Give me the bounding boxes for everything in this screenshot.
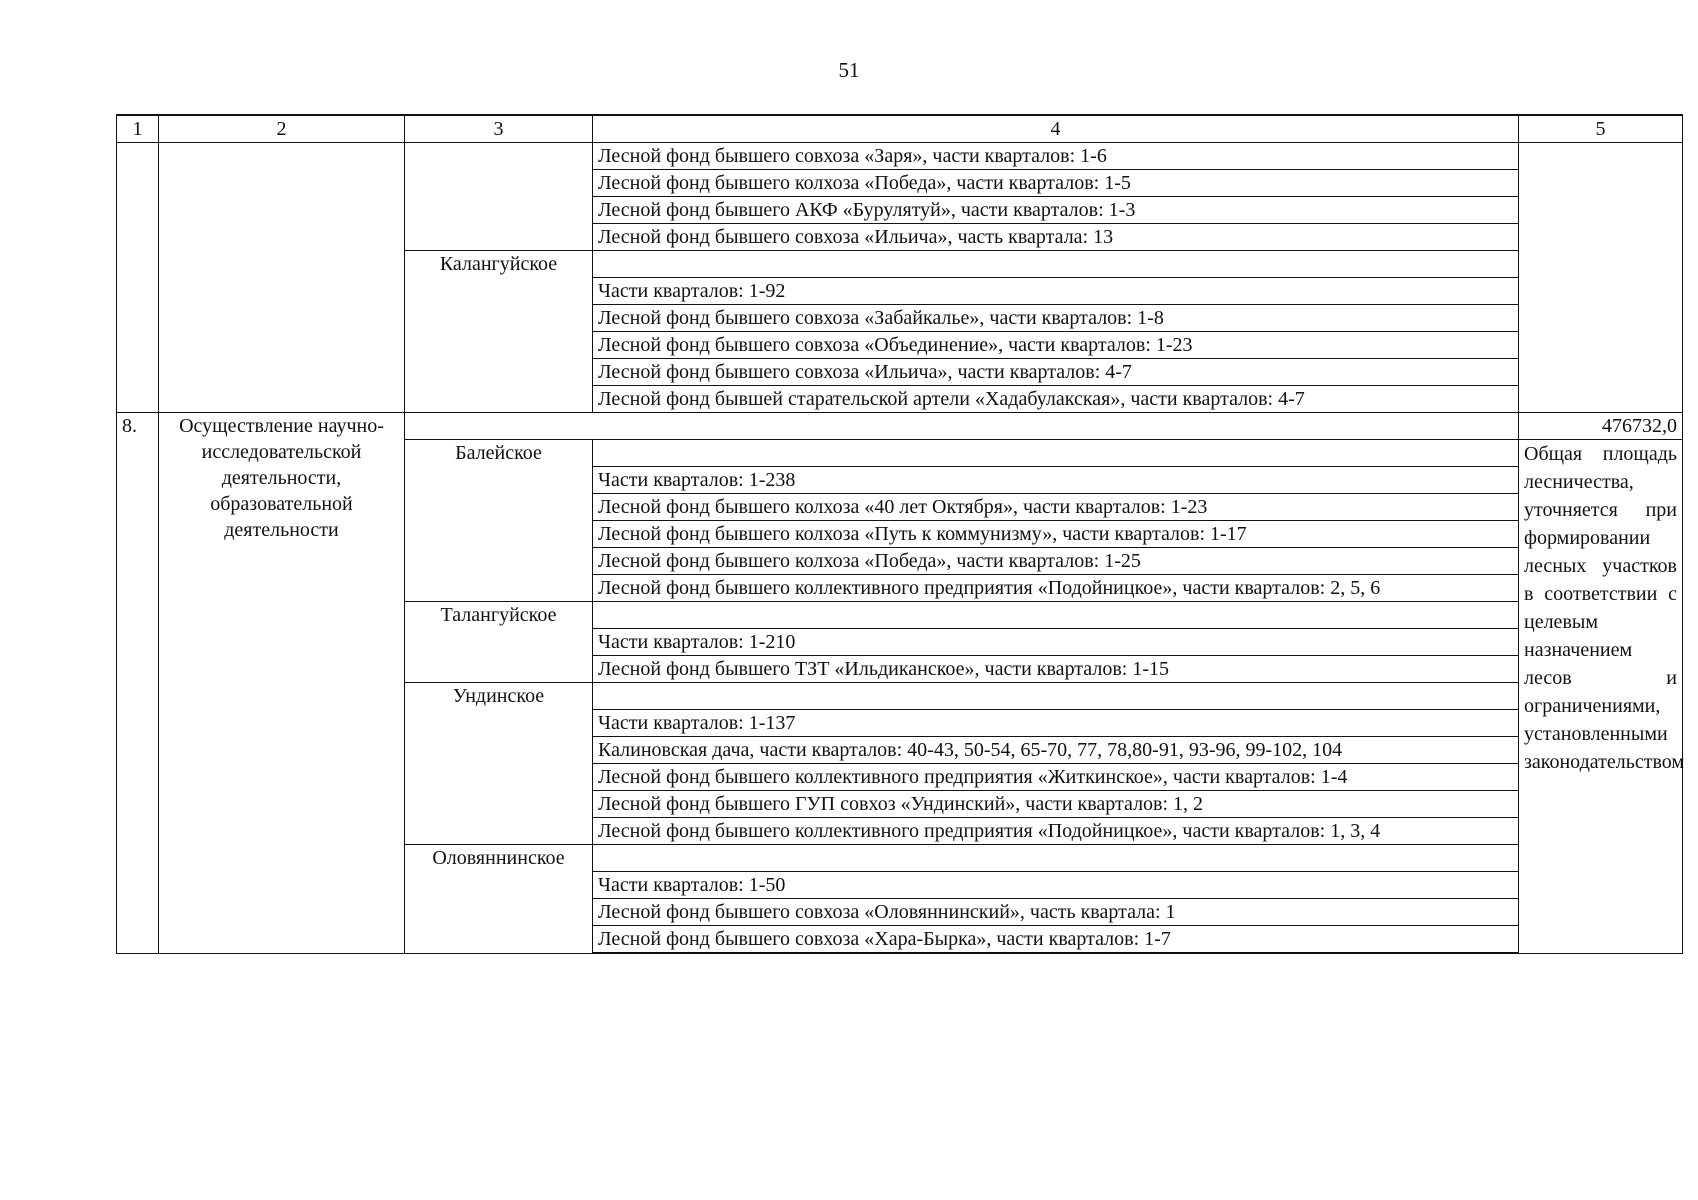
activity-name: Осуществление научно-исследовательской деятельности, образовательной деятельности <box>159 413 405 954</box>
table-cell: Лесной фонд бывшего совхоза «Ильича», части кварталов: 4-7 <box>593 359 1519 386</box>
cont-col-5 <box>1519 143 1683 413</box>
table-cell: Части кварталов: 1-137 <box>593 710 1519 737</box>
table-cell <box>593 683 1519 710</box>
subdivision-name: Талангуйское <box>405 602 593 683</box>
table-cell: Лесной фонд бывшего совхоза «Объединение», части кварталов: 1-23 <box>593 332 1519 359</box>
subdivision-name: Оловяннинское <box>405 845 593 954</box>
table-cell: Лесной фонд бывшего коллективного предприятия «Подойницкое», части кварталов: 2, 5, 6 <box>593 575 1519 602</box>
table-cell: Лесной фонд бывшего совхоза «Хара-Бырка», части кварталов: 1-7 <box>593 926 1519 954</box>
table-cell: Лесной фонд бывшего совхоза «Забайкалье», части кварталов: 1-8 <box>593 305 1519 332</box>
table-cell: Лесной фонд бывшего АКФ «Бурулятуй», части кварталов: 1-3 <box>593 197 1519 224</box>
subdivision-name: Балейское <box>405 440 593 602</box>
section-empty-cell <box>405 413 1519 440</box>
table-cell: Лесной фонд бывшего коллективного предприятия «Житкинское», части кварталов: 1-4 <box>593 764 1519 791</box>
header-col-2: 2 <box>159 115 405 143</box>
header-col-1: 1 <box>117 115 159 143</box>
table-cell: Части кварталов: 1-238 <box>593 467 1519 494</box>
cont-col-3 <box>405 143 593 251</box>
page-number: 51 <box>838 58 860 82</box>
cont-col-1 <box>117 143 159 413</box>
table-cell: Лесной фонд бывшей старательской артели «Хадабулакская», части кварталов: 4-7 <box>593 386 1519 413</box>
table-cell <box>593 440 1519 467</box>
header-col-4: 4 <box>593 115 1519 143</box>
table-cell: Лесной фонд бывшего коллективного предприятия «Подойницкое», части кварталов: 1, 3, 4 <box>593 818 1519 845</box>
area-note <box>1519 440 1683 954</box>
header-col-3: 3 <box>405 115 593 143</box>
header-col-5: 5 <box>1519 115 1683 143</box>
header-row <box>117 115 1683 143</box>
table-cell: Лесной фонд бывшего совхоза «Оловяннинский», часть квартала: 1 <box>593 899 1519 926</box>
table-cell: Лесной фонд бывшего совхоза «Ильича», часть квартала: 13 <box>593 224 1519 251</box>
subdivision-name: Калангуйское <box>405 251 593 413</box>
table-cell: Части кварталов: 1-210 <box>593 629 1519 656</box>
table-cell: Лесной фонд бывшего колхоза «Победа», части кварталов: 1-5 <box>593 170 1519 197</box>
table-cell: Лесной фонд бывшего ГУП совхоз «Ундинский», части кварталов: 1, 2 <box>593 791 1519 818</box>
table-cell: Лесной фонд бывшего ТЗТ «Ильдиканское», части кварталов: 1-15 <box>593 656 1519 683</box>
table-cell: Части кварталов: 1-50 <box>593 872 1519 899</box>
table-cell: Лесной фонд бывшего совхоза «Заря», части кварталов: 1-6 <box>593 143 1519 170</box>
cont-col-2 <box>159 143 405 413</box>
table-cell: Лесной фонд бывшего колхоза «Путь к коммунизму», части кварталов: 1-17 <box>593 521 1519 548</box>
area-value: 476732,0 <box>1519 413 1683 440</box>
table-row <box>117 143 1683 170</box>
section-8-header-row <box>117 413 1683 440</box>
table-cell: Лесной фонд бывшего колхоза «Победа», части кварталов: 1-25 <box>593 548 1519 575</box>
table-cell: Калиновская дача, части кварталов: 40-43, 50-54, 65-70, 77, 78,80-91, 93-96, 99-102, 104 <box>593 737 1519 764</box>
area-note-text: Общая площадь лесничества, уточняется при формировании лесных участков в соответствии с целевым назначением лесов и ограничениями, установленными законодательством <box>1524 443 1685 773</box>
table-cell: Лесной фонд бывшего колхоза «40 лет Октября», части кварталов: 1-23 <box>593 494 1519 521</box>
table-cell: Части кварталов: 1-92 <box>593 278 1519 305</box>
subdivision-name: Ундинское <box>405 683 593 845</box>
section-number: 8. <box>117 413 159 954</box>
table-cell <box>593 845 1519 872</box>
table-cell <box>593 602 1519 629</box>
table-cell <box>593 251 1519 278</box>
forestry-table <box>116 114 1683 954</box>
